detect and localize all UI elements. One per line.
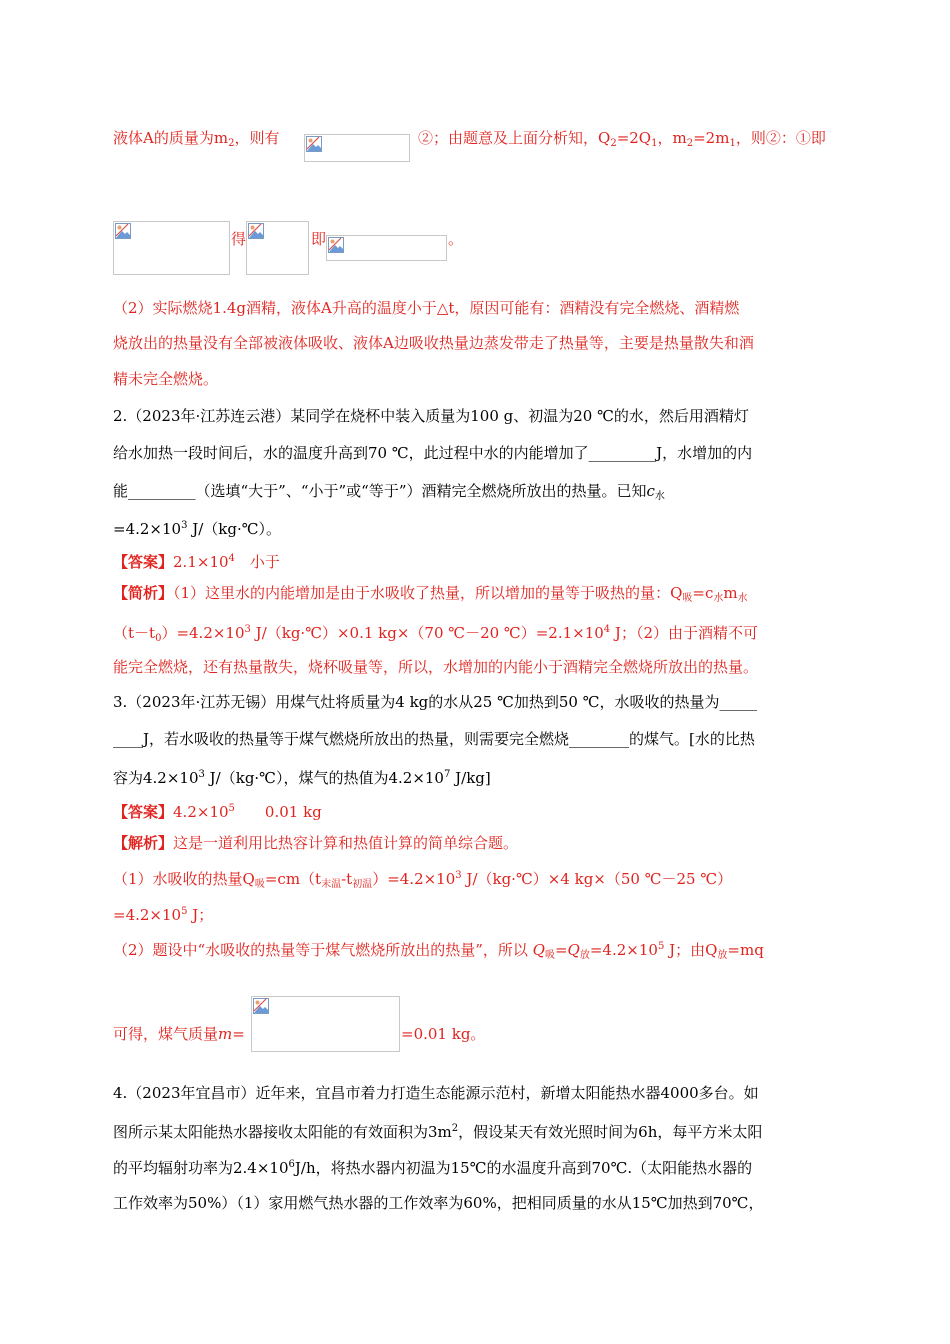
q2-analysis-line3: 能完全燃烧，还有热量散失，烧杯吸量等，所以，水增加的内能小于酒精完全燃烧所放出的热量。 — [113, 658, 759, 676]
broken-image-icon — [115, 223, 131, 239]
q3-line2: ____J，若水吸收的热量等于煤气燃烧所放出的热量，则需要完全燃烧________的煤气。[水的比热 — [113, 730, 755, 748]
p2-line2: 烧放出的热量没有全部被液体吸收、液体A边吸收热量边蒸发带走了热量等，主要是热量散失和酒 — [113, 334, 754, 352]
p1-line1-end: ②；由题意及上面分析知，$Q_2=2Q_1$，$m_2=2m_1$，则②：①即 — [418, 129, 826, 149]
q3-step2: （2）题设中“水吸收的热量等于煤气燃烧所放出的热量”，所以 $Q_吸=Q_放=4.2\times 10^5$ J；由$Q_放=mq$ — [113, 941, 764, 961]
formula-image — [326, 235, 447, 261]
q3-step1: （1）水吸收的热量$Q_吸=cm(t_{末温}-t_{初温})=4.2\times 10^3$ J/（kg·℃）×4 kg×（50 ℃－25 ℃） — [113, 870, 733, 890]
text-ji: 即 — [311, 230, 327, 248]
formula-image — [246, 221, 309, 275]
q2-line4: $=4.2\times 10^3$ J/（kg·℃）。 — [113, 520, 282, 538]
q3-step3-start: 可得，煤气质量m= — [113, 1025, 245, 1043]
q3-analysis-intro: 【解析】这是一道利用比热容计算和热值计算的简单综合题。 — [113, 834, 519, 852]
q2-line2: 给水加热一段时间后，水的温度升高到70 ℃，此过程中水的内能增加了_________J，水增加的内 — [113, 444, 753, 462]
q4-line3: 的平均辐射功率为$2.4\times 10^6J/h$，将热水器内初温为15℃的水温度升高到70℃.（太阳能热水器的 — [113, 1159, 753, 1177]
q4-line4: 工作效率为50%）（1）家用燃气热水器的工作效率为60%，把相同质量的水从15℃加热到70℃， — [113, 1194, 764, 1212]
p2-line3: 精未完全燃烧。 — [113, 370, 219, 388]
q3-answer: 【答案】$4.2\times 10^5$ 0.01 kg — [113, 803, 322, 821]
q3-step1-result: $=4.2\times 10^5$ J； — [113, 906, 214, 924]
formula-image — [304, 134, 410, 162]
broken-image-icon — [248, 223, 264, 239]
q4-line1: 4.（2023年宜昌市）近年来，宜昌市着力打造生态能源示范村，新增太阳能热水器4000多台。如 — [113, 1084, 759, 1102]
q3-line1: 3.（2023年·江苏无锡）用煤气灶将质量为4 kg的水从25 ℃加热到50 ℃，水吸收的热量为_____ — [113, 693, 758, 711]
formula-image — [251, 996, 400, 1052]
broken-image-icon — [253, 998, 269, 1014]
q2-line1: 2.（2023年·江苏连云港）某同学在烧杯中装入质量为100 g、初温为20 ℃的水，然后用酒精灯 — [113, 407, 749, 425]
broken-image-icon — [328, 237, 344, 253]
q2-analysis-line2: $(t-t_0)=4.2\times 10^3$ J/（kg·℃）×0.1 kg×（70 ℃－20 $℃)=2.1\times 10^4$ J；（2）由于酒精不可 — [113, 624, 758, 644]
text-period: 。 — [448, 230, 464, 248]
q2-analysis-line1: 【简析】（1）这里水的内能增加是由于水吸收了热量，所以增加的量等于吸热的量：$Q_吸=c_水m_水$ — [113, 584, 748, 604]
q2-answer: 【答案】$2.1\times 10^4$ 小于 — [113, 553, 280, 571]
q2-line3: 能_________（选填“大于”、“小于”或“等于”）酒精完全燃烧所放出的热量。已知$c_水$ — [113, 482, 665, 502]
q3-step3-end: =0.01 kg。 — [401, 1025, 486, 1043]
broken-image-icon — [306, 136, 322, 152]
q3-line3: 容为$4.2\times 10^3$ J/（kg·℃），煤气的热值为$4.2\times 10^7$ J/kg] — [113, 769, 491, 787]
formula-image — [113, 221, 230, 275]
text-de: 得 — [231, 230, 247, 248]
p1-line1-start: 液体A的质量为$m_2$，则有 — [113, 129, 280, 149]
q4-line2: 图所示某太阳能热水器接收太阳能的有效面积为$3m^2$，假设某天有效光照时间为6h，每平方米太阳 — [113, 1123, 763, 1141]
p2-line1: （2）实际燃烧1.4g酒精，液体A升高的温度小于△t，原因可能有：酒精没有完全燃烧、酒精燃 — [113, 299, 740, 317]
